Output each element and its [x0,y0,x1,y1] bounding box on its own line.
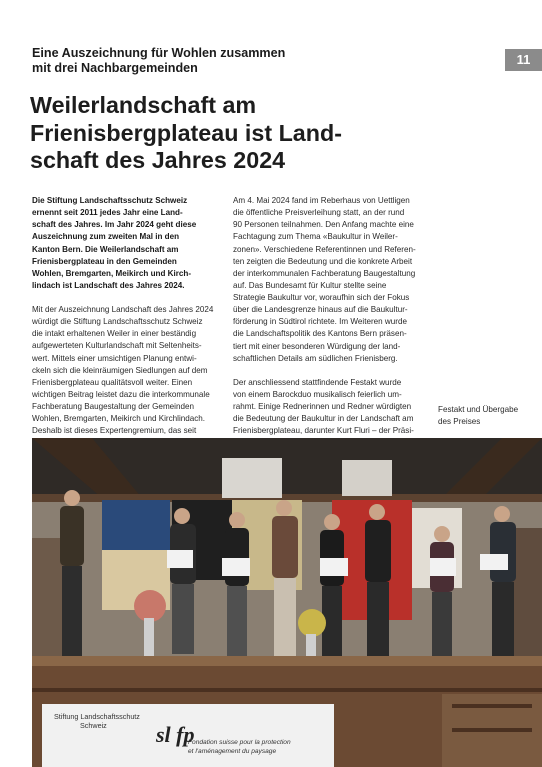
text-line: Frienisbergplateau, darunter Kurt Fluri – der Präsi- [233,426,414,436]
banner-text: Stiftung Landschaftsschutz [54,712,140,721]
text-line: wert. Mittels einer umsichtigen Planung entwi- [32,353,197,363]
person-figure [430,526,454,656]
foundation-banner [42,704,334,767]
kicker-line: Eine Auszeichnung für Wohlen zusammen [32,46,286,60]
text-line: zonen». Verschiedene Referentinnen und Referen- [233,244,416,254]
headline-line: Weilerlandschaft am [30,92,257,118]
text-line: Mit der Auszeichnung Landschaft des Jahres 2024 [32,305,214,314]
article-column-1 [32,195,223,450]
person-figure [60,490,84,656]
text-line: förderung in Südtirol richtete. Im Weiteren wurde [233,317,407,327]
text-line: ernennt seit 2011 jedes Jahr eine Land- [32,208,183,218]
text-line: wichtigen Beitrag leistet dazu die interkommunale [32,389,210,399]
text-line: 90 Personen teilnahmen. Den Anfang machte eine [233,220,414,230]
text-line: Fachtagung zum Thema «Baukultur in Weiler- [233,232,398,242]
text-line: Strategie Baukultur vor, woraufhin sich der Fokus [233,293,410,302]
text-line: schaftlichen Details am südlichen Frienisberg. [233,353,398,363]
headline [30,92,430,175]
kicker-line: mit drei Nachbargemeinden [32,61,198,75]
award-ceremony-photo [32,438,542,767]
text-line: Die Stiftung Landschaftsschutz Schweiz [32,196,188,205]
text-line: Deshalb ist dieses Expertengremium, das seit [32,426,197,436]
text-line: von einem Barockduo musikalisch feierlich um- [233,389,402,399]
headline-line: schaft des Jahres 2024 [30,147,286,173]
banner-text: et l'aménagement du paysage [188,748,277,755]
text-line: die intakt erhaltenen Weiler in einer beständig [32,329,197,339]
text-line: Frienisbergplateau in den Gemeinden [32,256,177,266]
logo-mark: sl fp [156,722,195,747]
kicker [32,46,332,76]
person-figure [272,500,298,656]
person-figure [225,512,249,656]
headline-line: Frienisbergplateau ist Land- [30,119,342,146]
article-column-2 [233,195,425,450]
text-line: ckeln sich die kleinräumigen Siedlungen auf dem [32,365,208,375]
text-line: die öffentliche Preisverleihung statt, an der rund [233,208,405,218]
text-line: Der anschliessend stattfindende Festakt wurde [233,377,402,387]
text-line: Auszeichnung zum zweiten Mal in den [32,232,180,242]
text-line: würdigt die Stiftung Landschaftsschutz Schweiz [32,317,203,327]
text-line: tiert mit einer besonderen Würdigung der land- [233,341,401,351]
text-line: der interkommunalen Fachberatung Baugestaltung [233,268,416,278]
banner-text: Schweiz [80,721,107,730]
text-line: auf. Das Bundesamt für Kultur stellte seine [233,280,387,290]
text-line: Kanton Bern. Die Weilerlandschaft am [32,244,179,254]
text-line: ten zeigten die Bedeutung und die konkrete Arbeit [233,256,413,266]
person-figure [490,506,516,656]
text-line: Wohlen, Bremgarten, Meikirch und Kirchlindach. [32,414,206,424]
person-figure [365,504,391,656]
body-paragraph [32,304,223,450]
text-line: Wohlen, Bremgarten, Meikirch und Kirch- [32,268,192,278]
text-line: lindach ist Landschaft des Jahres 2024. [32,280,185,290]
text-line: über die Landesgrenze hinaus auf die Baukultur- [233,305,408,315]
text-line: die Bedeutung der Baukultur in der Landschaft am [233,414,414,424]
person-figure [320,514,344,656]
text-line: aufgewerteten Kulturlandschaft mit Seltenheits- [32,341,202,351]
text-line: Am 4. Mai 2024 fand im Reberhaus von Uettligen [233,196,410,205]
text-line: die Landschaftspolitik des Kantons Bern präsen- [233,329,407,339]
lead-paragraph [32,195,223,292]
body-paragraph [233,195,425,365]
text-line: rahmt. Einige Rednerinnen und Redner würdigten [233,402,412,411]
photo-caption [438,404,538,428]
caption-line: Festakt und Übergabe [438,405,519,414]
caption-line: des Preises [438,417,481,427]
page-number: 11 [505,49,542,71]
text-line: schaft des Jahres. Im Jahr 2024 geht diese [32,220,197,230]
banner-text: Fondation suisse pour la protection [188,739,291,746]
text-line: Frienisbergplateau qualitätsvoll weiter. Einen [32,377,193,387]
text-line: Fachberatung Baugestaltung der Gemeinden [32,402,194,411]
person-figure [170,508,196,654]
